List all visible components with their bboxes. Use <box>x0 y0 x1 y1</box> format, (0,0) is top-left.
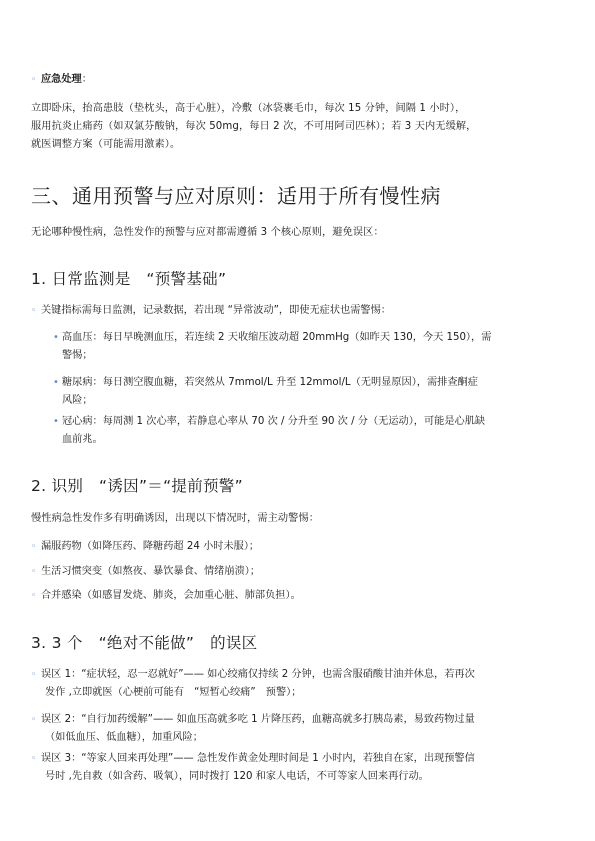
dot-bullet-icon: • <box>53 416 59 427</box>
list-item: ◦ 合并感染（如感冒发烧、肺炎，会加重心脏、肺部负担）。 <box>31 587 301 605</box>
emergency-paragraph <box>31 100 571 154</box>
list-item: ◦ 漏服药物（如降压药、降糖药超 24 小时未服）； <box>31 538 259 556</box>
dot-bullet-icon: • <box>53 377 59 388</box>
list-item: ◦ 误区 3：“等家人回来再处理”—— 急性发作黄金处理时间是 1 小时内，若独自在家，出现预警信 号时 ,先自救（如含药、吸氧），同时拨打 120 和家人电话，不可等家人回来再行动。 <box>31 750 576 786</box>
circle-bullet-icon: ◦ <box>31 306 37 316</box>
circle-bullet-icon: ◦ <box>31 670 37 680</box>
emergency-line: 就医调整方案（可能需用激素）。 <box>31 139 181 150</box>
section-title: 三、通用预警与应对原则：适用于所有慢性病 <box>31 184 441 208</box>
emergency-line: 服用抗炎止痛药（如双氯芬酸钠，每次 50mg，每日 2 次，不可用阿司匹林）；若 3 天内无缓解， <box>31 121 477 132</box>
circle-bullet-icon: ◦ <box>31 542 37 552</box>
dot-bullet-icon: • <box>53 332 59 343</box>
list-item: ◦ 生活习惯突变（如熬夜、暴饮暴食、情绪崩溃）； <box>31 563 260 581</box>
circle-bullet-icon: ◦ <box>31 715 37 725</box>
section-intro: 无论哪种慢性病，急性发作的预警与应对都需遵循 3 个核心原则，避免误区： <box>31 227 384 238</box>
list-item: ◦ 误区 2：“自行加药缓解”—— 如血压高就多吃 1 片降压药，血糖高就多打胰岛素，易致药物过量 （如低血压、低血糖），加重风险； <box>31 711 576 747</box>
circle-bullet-icon: ◦ <box>31 591 37 601</box>
list-item: • 冠心病：每周测 1 次心率，若静息心率从 70 次 / 分升至 90 次 / 分（无运动），可能是心肌缺 血前兆。 <box>53 413 573 449</box>
emergency-line: 立即卧床，抬高患肢（垫枕头，高于心脏），冷敷（冰袋裹毛巾，每次 15 分钟，间隔 1 小时）， <box>31 103 466 114</box>
emergency-label: 应急处理 <box>41 74 82 85</box>
sub2-intro: 慢性病急性发作多有明确诱因，出现以下情况时，需主动警惕： <box>31 513 320 524</box>
list-item: • 高血压：每日早晚测血压，若连续 2 天收缩压波动超 20mmHg（如昨天 130，今天 150），需 警惕； <box>53 329 573 365</box>
circle-bullet-icon: ◦ <box>31 567 37 577</box>
subsection-2-title: 2. 识别 “诱因”＝“提前预警” <box>31 477 243 495</box>
sub1-lead: ◦ 关键指标需每日监测，记录数据，若出现 “异常波动”，即使无症状也需警惕： <box>31 302 391 320</box>
circle-bullet-icon: ◦ <box>31 754 37 764</box>
list-item: ◦ 误区 1：“症状轻，忍一忍就好”—— 如心绞痛仅持续 2 分钟，也需含服硝酸甘油并休息，若再次 发作 ,立即就医（心梗前可能有 “短暂心绞痛” 预警）； <box>31 666 576 702</box>
subsection-3-title: 3. 3 个 “绝对不能做” 的误区 <box>31 634 258 652</box>
emergency-heading: ◦ 应急处理： <box>31 71 92 89</box>
list-item: • 糖尿病：每日测空腹血糖，若突然从 7mmol/L 升至 12mmol/L（无明显原因），需排查酮症 风险； <box>53 374 573 410</box>
subsection-1-title: 1. 日常监测是 “预警基础” <box>31 270 227 288</box>
circle-bullet-icon: ◦ <box>31 75 37 85</box>
